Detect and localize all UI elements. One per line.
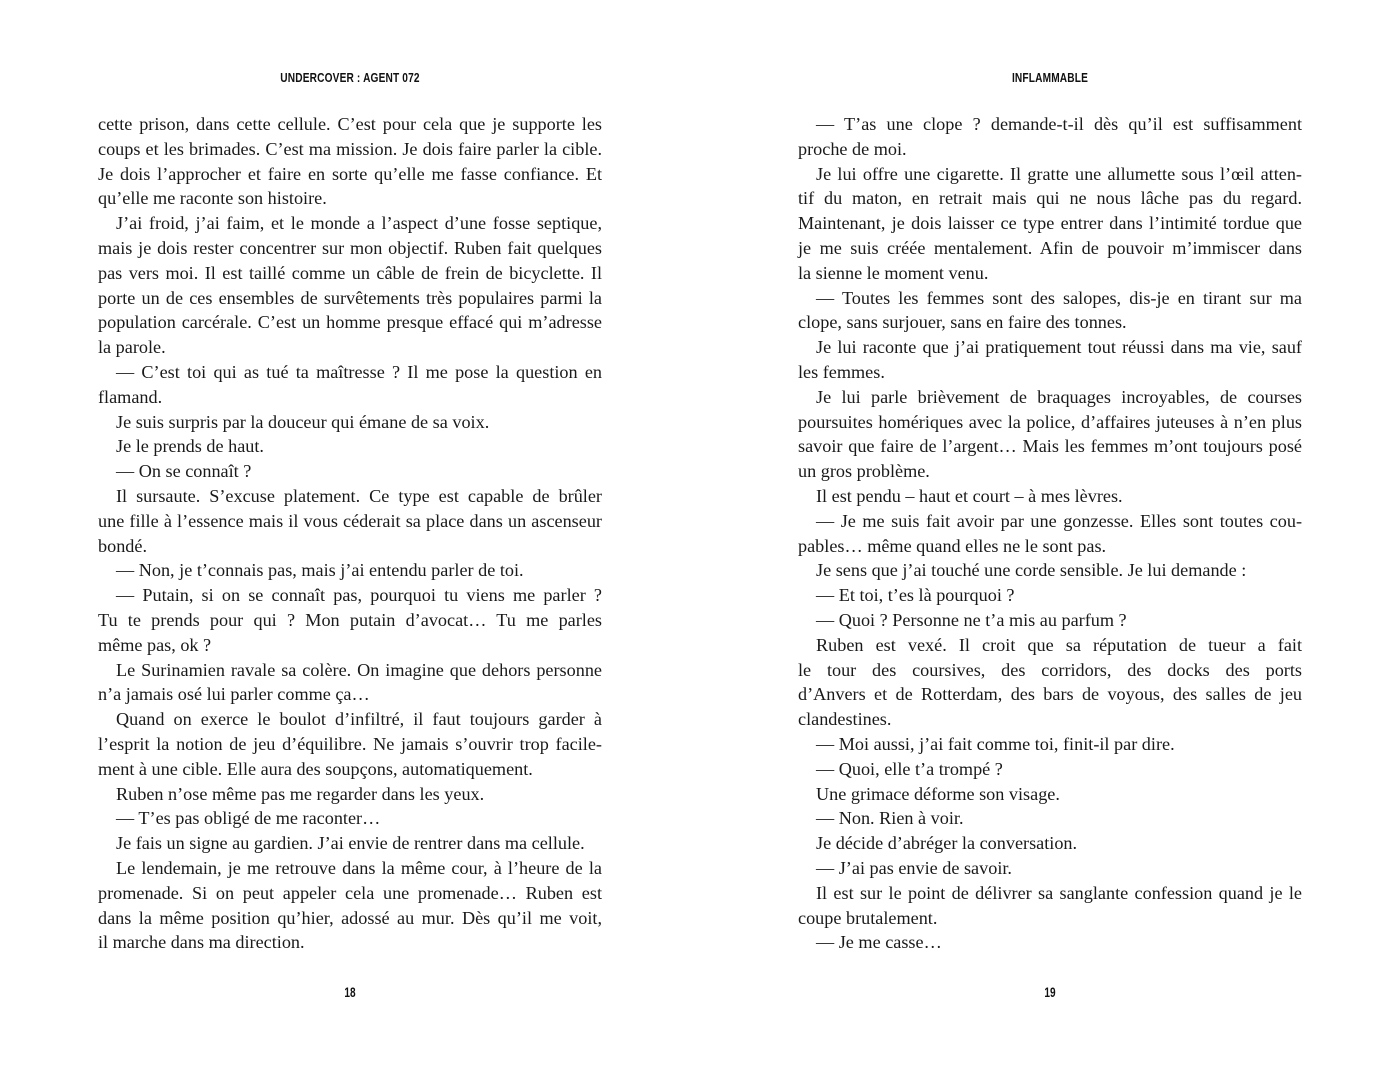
text-line: Je fais un signe au gardien. J’ai envie de rentrer dans ma cellule.	[116, 833, 585, 854]
text-line: Je décide d’abréger la conversation.	[816, 833, 1078, 854]
text-line: — On se connaît ?	[116, 461, 252, 482]
text-line: cette prison, dans cette cellule. C’est pour cela que je supporte les	[98, 114, 602, 134]
text-line: — Et toi, t’es là pourquoi ?	[816, 585, 1015, 606]
text-line: — Je me casse…	[816, 932, 942, 953]
text-line: la sienne le moment venu.	[798, 262, 989, 283]
right-page-body	[798, 112, 1302, 955]
text-line: mais je dois rester concentrer sur mon objectif. Ruben fait quelques	[98, 237, 602, 258]
text-line: — T’as une clope ? demande-t-il dès qu’il est suffisamment	[816, 114, 1302, 134]
text-line: — Moi aussi, j’ai fait comme toi, finit-il par dire.	[816, 733, 1175, 754]
text-line: je me suis créée mentalement. Afin de pouvoir m’immiscer dans	[798, 237, 1302, 258]
text-line: coupe brutalement.	[798, 907, 938, 928]
running-head-left: UNDERCOVER : AGENT 072	[280, 70, 420, 85]
text-line: poursuites homériques avec la police, d’affaires juteuses à n’en plus	[798, 411, 1302, 432]
text-line: l’esprit la notion de jeu d’équilibre. Ne jamais s’ouvrir trop facile-	[98, 733, 602, 754]
text-line: Je le prends de haut.	[116, 436, 264, 457]
running-head-right: INFLAMMABLE	[1011, 70, 1089, 85]
text-line: coups et les brimades. C’est ma mission. Je dois faire parler la cible.	[98, 138, 602, 159]
left-page	[98, 0, 602, 1075]
text-line: — Je me suis fait avoir par une gonzesse. Elles sont toutes cou-	[816, 510, 1302, 531]
text-line: un gros problème.	[798, 461, 930, 482]
text-line: Je sens que j’ai touché une corde sensible. Je lui demande :	[816, 560, 1247, 581]
left-page-body	[98, 112, 602, 955]
text-line: — Non, je t’connais pas, mais j’ai entendu parler de toi.	[116, 560, 524, 581]
text-line: Ruben est vexé. Il croit que sa réputation de tueur a fait	[816, 634, 1302, 655]
text-line: porte un de ces ensembles de survêtements très populaires parmi la	[98, 287, 602, 308]
text-line: Je lui offre une cigarette. Il gratte une allumette sous l’œil atten-	[816, 163, 1302, 184]
text-line: dans la même position qu’hier, adossé au mur. Dès qu’il me voit,	[98, 907, 602, 928]
text-line: qu’elle me raconte son histoire.	[98, 188, 327, 209]
text-line: clandestines.	[798, 709, 892, 730]
text-line: — Quoi ? Personne ne t’a mis au parfum ?	[816, 609, 1127, 630]
text-line: Tu te prends pour qui ? Mon putain d’avocat… Tu me parles	[98, 609, 602, 630]
text-line: Je dois l’approcher et faire en sorte qu’elle me fasse confiance. Et	[98, 163, 602, 184]
text-line: Quand on exerce le boulot d’infiltré, il faut toujours garder à	[116, 709, 602, 730]
page-number-left: 18	[344, 984, 356, 1000]
text-line: population carcérale. C’est un homme presque effacé qui m’adresse	[98, 312, 602, 333]
text-line: d’Anvers et de Rotterdam, des bars de voyous, des salles de jeu	[798, 684, 1302, 705]
text-line: Ruben n’ose même pas me regarder dans les yeux.	[116, 783, 485, 804]
text-line: — T’es pas obligé de me raconter…	[116, 808, 381, 829]
text-line: il marche dans ma direction.	[98, 932, 305, 953]
text-line: même pas, ok ?	[98, 634, 212, 655]
text-line: flamand.	[98, 386, 163, 407]
text-line: Je suis surpris par la douceur qui émane de sa voix.	[116, 411, 490, 432]
text-line: la parole.	[98, 337, 166, 358]
text-line: J’ai froid, j’ai faim, et le monde a l’aspect d’une fosse septique,	[116, 213, 602, 234]
text-line: — Putain, si on se connaît pas, pourquoi tu viens me parler ?	[116, 585, 602, 606]
text-line: clope, sans surjouer, sans en faire des tonnes.	[798, 312, 1127, 333]
text-line: pables… même quand elles ne le sont pas.	[798, 535, 1107, 556]
text-line: bondé.	[98, 535, 147, 556]
text-line: — C’est toi qui as tué ta maîtresse ? Il me pose la question en	[116, 361, 602, 382]
text-line: — Toutes les femmes sont des salopes, dis-je en tirant sur ma	[816, 287, 1302, 308]
text-line: pas vers moi. Il est taillé comme un câble de frein de bicyclette. Il	[98, 262, 602, 283]
text-line: — Non. Rien à voir.	[816, 808, 964, 829]
text-line: Je lui parle brièvement de braquages incroyables, de courses	[816, 386, 1302, 407]
text-line: Il est pendu – haut et court – à mes lèvres.	[816, 485, 1123, 506]
text-line: une fille à l’essence mais il vous céderait sa place dans un ascenseur	[98, 510, 602, 531]
text-line: savoir que faire de l’argent… Mais les femmes m’ont toujours posé	[798, 436, 1302, 457]
text-line: Il sursaute. S’excuse platement. Ce type est capable de brûler	[116, 485, 602, 506]
text-line: proche de moi.	[798, 138, 907, 159]
text-line: Le Surinamien ravale sa colère. On imagine que dehors personne	[116, 659, 602, 680]
right-page	[798, 0, 1302, 1075]
text-line: Il est sur le point de délivrer sa sanglante confession quand je le	[816, 882, 1302, 903]
text-line: Le lendemain, je me retrouve dans la même cour, à l’heure de la	[116, 857, 602, 878]
text-line: le tour des coursives, des corridors, des docks des ports	[798, 659, 1302, 680]
text-line: Maintenant, je dois laisser ce type entrer dans l’intimité tordue que	[798, 213, 1302, 234]
page-number-right: 19	[1044, 984, 1056, 1000]
text-line: tif du maton, en retrait mais qui ne nous lâche pas du regard.	[798, 188, 1302, 209]
text-line: les femmes.	[798, 361, 885, 382]
text-line: — J’ai pas envie de savoir.	[816, 857, 1012, 878]
text-line: ment à une cible. Elle aura des soupçons, automatiquement.	[98, 758, 533, 779]
text-line: — Quoi, elle t’a trompé ?	[816, 758, 1003, 779]
text-line: Une grimace déforme son visage.	[816, 783, 1060, 804]
text-line: Je lui raconte que j’ai pratiquement tout réussi dans ma vie, sauf	[816, 337, 1302, 358]
text-line: n’a jamais osé lui parler comme ça…	[98, 684, 370, 705]
text-line: promenade. Si on peut appeler cela une promenade… Ruben est	[98, 882, 602, 903]
